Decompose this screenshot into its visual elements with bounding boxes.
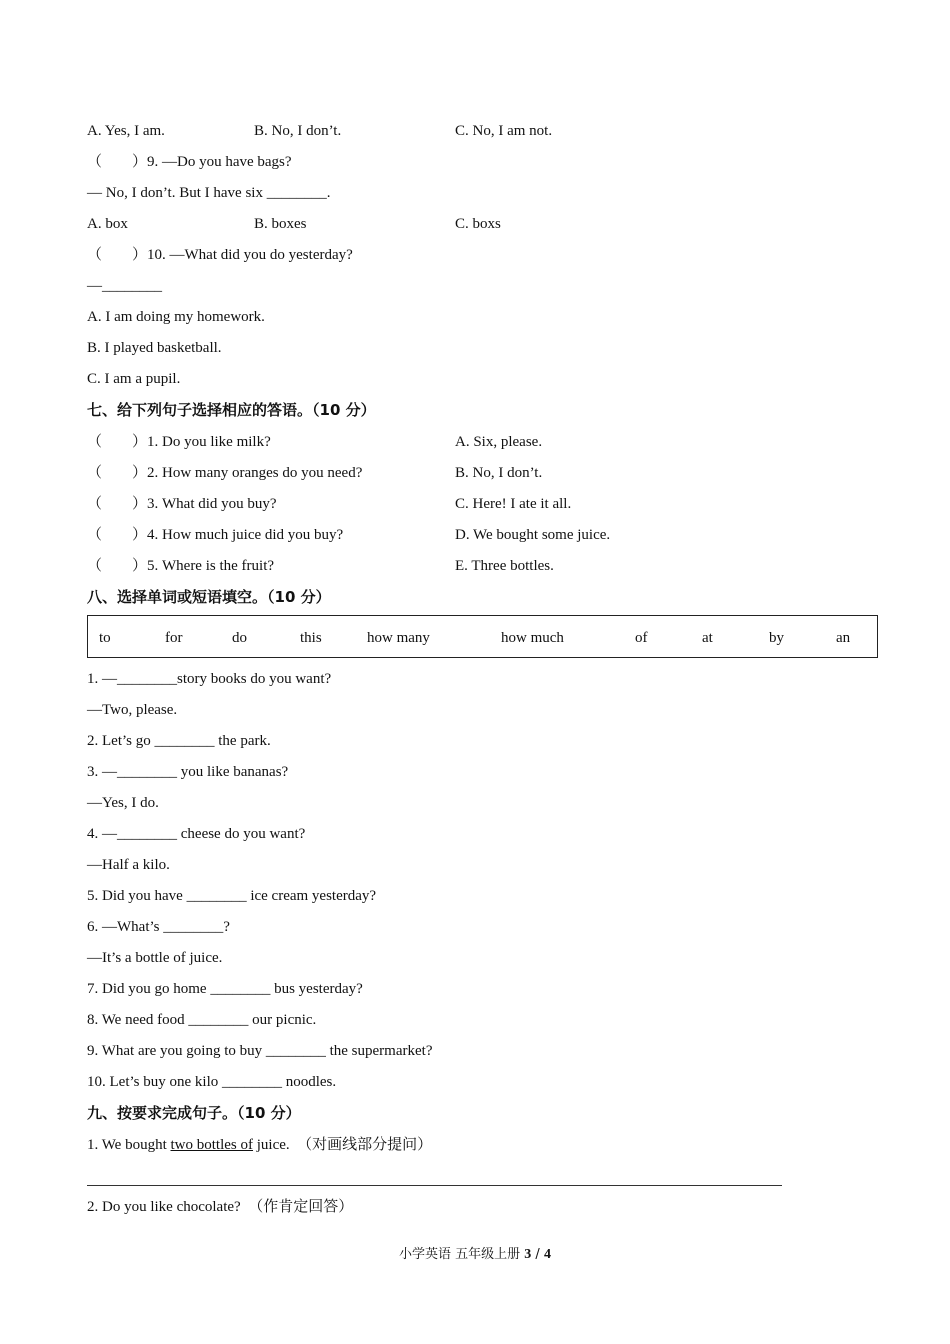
section7-title: 七、给下列句子选择相应的答语。（10 分）: [87, 401, 376, 419]
word-bank-item: to: [99, 630, 111, 646]
word-bank-item: how much: [501, 630, 564, 646]
footer-subject: 小学英语 五年级上册: [399, 1247, 525, 1262]
answer-line: [87, 1185, 782, 1186]
s8-line: —Two, please.: [87, 702, 178, 718]
s8-line: —It’s a bottle of juice.: [87, 950, 223, 966]
word-bank-item: an: [836, 630, 851, 646]
s8-line: 4. —________ cheese do you want?: [87, 826, 306, 842]
word-bank-item: of: [635, 630, 648, 646]
q10-option-a: A. I am doing my homework.: [87, 309, 265, 325]
section9-title: 九、按要求完成句子。（10 分）: [87, 1104, 301, 1122]
s9-q1-post: juice. （对画线部分提问）: [253, 1137, 433, 1153]
footer-total: 4: [543, 1247, 551, 1262]
s7-answer: E. Three bottles.: [455, 558, 554, 574]
q8-option-c: C. No, I am not.: [455, 123, 553, 139]
s8-line: —Half a kilo.: [87, 857, 170, 873]
s8-line: 9. What are you going to buy ________ the supermarket?: [87, 1043, 433, 1059]
s7-question: （ ）2. How many oranges do you need?: [87, 465, 363, 481]
q10-option-c: C. I am a pupil.: [87, 371, 181, 387]
word-bank-box: [87, 615, 878, 658]
word-bank-item: by: [769, 630, 784, 646]
s9-q1-underlined: two bottles of: [170, 1137, 254, 1153]
s8-line: 2. Let’s go ________ the park.: [87, 733, 271, 749]
s8-line: 6. —What’s ________?: [87, 919, 230, 935]
s7-question: （ ）4. How much juice did you buy?: [87, 527, 344, 543]
q10-question: （ ）10. —What did you do yesterday?: [87, 247, 353, 263]
q9-option-b: B. boxes: [254, 216, 307, 232]
word-bank-item: how many: [367, 630, 430, 646]
s8-line: 8. We need food ________ our picnic.: [87, 1012, 317, 1028]
q9-question: （ ）9. —Do you have bags?: [87, 154, 292, 170]
s7-question: （ ）3. What did you buy?: [87, 496, 277, 512]
s9-question-1: [87, 1135, 432, 1155]
s9-q1-pre: 1. We bought: [87, 1137, 171, 1153]
q9-answer: — No, I don’t. But I have six ________.: [87, 185, 331, 201]
word-bank-item: for: [165, 630, 183, 646]
footer-sep: /: [531, 1247, 544, 1262]
s8-line: 5. Did you have ________ ice cream yesterday?: [87, 888, 377, 904]
s8-line: 3. —________ you like bananas?: [87, 764, 289, 780]
s9-question-2: 2. Do you like chocolate? （作肯定回答）: [87, 1199, 354, 1215]
s7-answer: B. No, I don’t.: [455, 465, 543, 481]
q9-option-a: A. box: [87, 216, 128, 232]
word-bank-item: do: [232, 630, 247, 646]
q8-option-b: B. No, I don’t.: [254, 123, 342, 139]
s7-answer: A. Six, please.: [455, 434, 543, 450]
page-footer: [0, 1246, 950, 1264]
q8-option-a: A. Yes, I am.: [87, 123, 165, 139]
s7-answer: D. We bought some juice.: [455, 527, 611, 543]
footer-page: 3: [524, 1247, 532, 1262]
s8-line: 7. Did you go home ________ bus yesterday?: [87, 981, 363, 997]
s7-question: （ ）1. Do you like milk?: [87, 434, 271, 450]
section8-title: 八、选择单词或短语填空。（10 分）: [87, 588, 331, 606]
s8-line: —Yes, I do.: [87, 795, 159, 811]
s7-question: （ ）5. Where is the fruit?: [87, 558, 275, 574]
s7-answer: C. Here! I ate it all.: [455, 496, 572, 512]
q10-answer: —________: [87, 278, 162, 294]
q10-option-b: B. I played basketball.: [87, 340, 222, 356]
s8-line: 10. Let’s buy one kilo ________ noodles.: [87, 1074, 337, 1090]
q9-option-c: C. boxs: [455, 216, 501, 232]
word-bank-item: at: [702, 630, 713, 646]
s8-line: 1. —________story books do you want?: [87, 671, 332, 687]
word-bank-item: this: [300, 630, 322, 646]
